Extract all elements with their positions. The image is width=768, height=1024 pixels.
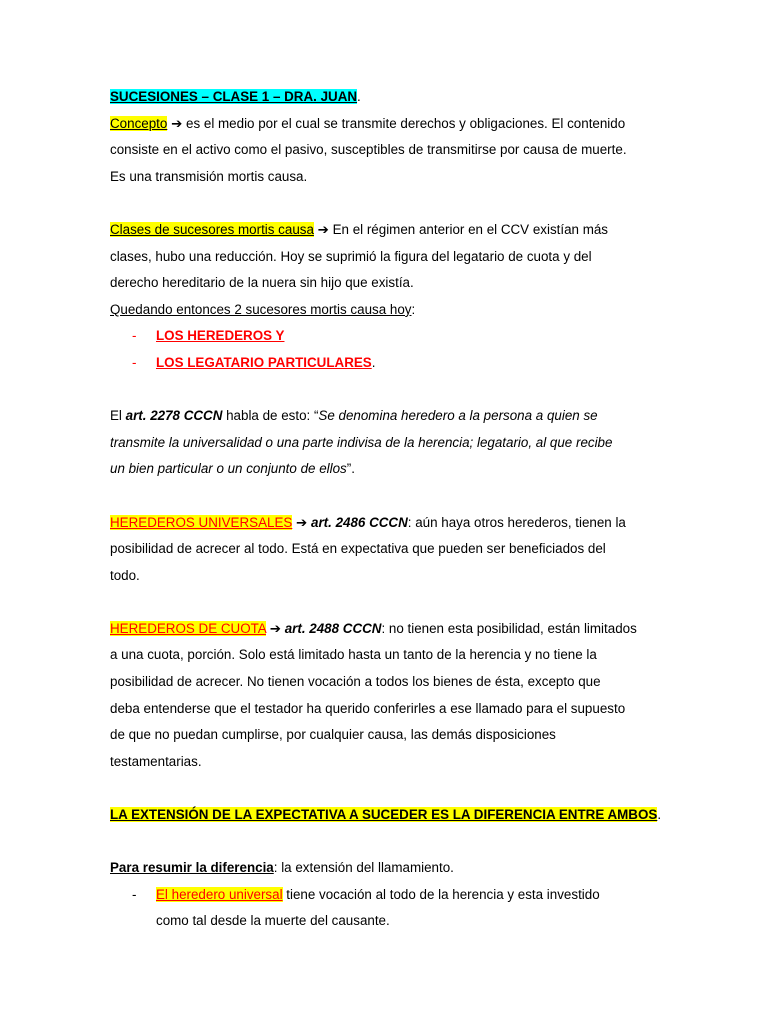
concepto-line-2: consiste en el activo como el pasivo, susceptibles de transmitirse por causa de muerte. — [110, 142, 627, 158]
arrow-right-icon: ➔ — [317, 221, 329, 237]
concepto-label: Concepto — [110, 115, 168, 131]
arrow-right-icon: ➔ — [269, 620, 281, 636]
extension-line: LA EXTENSIÓN DE LA EXPECTATIVA A SUCEDER ES LA DIFERENCIA ENTRE AMBOS. — [110, 807, 662, 823]
cuota-line-1: HEREDEROS DE CUOTA ➔ art. 2488 CCCN: no tienen esta posibilidad, están limitados — [110, 620, 637, 636]
document-title-line: SUCESIONES – CLASE 1 – DRA. JUAN. — [110, 89, 361, 104]
cuota-line-4: deba entenderse que el testador ha querido conferirles a ese llamado para el supuesto — [110, 700, 626, 716]
quedando-line: Quedando entonces 2 sucesores mortis causa hoy: — [110, 301, 416, 317]
cuota-line-6: testamentarias. — [110, 753, 202, 769]
list-item: - LOS LEGATARIO PARTICULARES. — [132, 354, 376, 370]
universales-line-1: HEREDEROS UNIVERSALES ➔ art. 2486 CCCN: aún haya otros herederos, tienen la — [110, 514, 626, 530]
universales-line-2: posibilidad de acrecer al todo. Está en expectativa que pueden ser beneficiados del — [110, 541, 606, 557]
clases-line-1: Clases de sucesores mortis causa ➔ En el régimen anterior en el CCV existían más — [110, 221, 608, 237]
art2278-line-2: transmite la universalidad o una parte indivisa de la herencia; legatario, al que recibe — [110, 434, 613, 450]
list-item-continuation: como tal desde la muerte del causante. — [156, 913, 390, 929]
list-item: - LOS HEREDEROS Y — [132, 328, 285, 344]
document-body — [110, 84, 670, 935]
art2278-line-1: El art. 2278 CCCN habla de esto: “Se denomina heredero a la persona a quien se — [110, 408, 598, 424]
arrow-right-icon: ➔ — [296, 514, 308, 530]
universales-label: HEREDEROS UNIVERSALES — [110, 514, 293, 530]
resumen-line: Para resumir la diferencia: la extensión del llamamiento. — [110, 860, 454, 876]
concepto-line-3: Es una transmisión mortis causa. — [110, 168, 308, 184]
document-title: SUCESIONES – CLASE 1 – DRA. JUAN — [110, 89, 358, 104]
cuota-line-2: a una cuota, porción. Solo está limitado hasta un tanto de la herencia y no tiene la — [110, 647, 597, 663]
resumen-label: Para resumir la diferencia — [110, 860, 274, 876]
clases-label: Clases de sucesores mortis causa — [110, 221, 314, 237]
cuota-line-3: posibilidad de acrecer. No tienen vocación a todos los bienes de ésta, excepto que — [110, 674, 601, 690]
extension-heading: LA EXTENSIÓN DE LA EXPECTATIVA A SUCEDER ES LA DIFERENCIA ENTRE AMBOS — [110, 807, 658, 823]
list-item: - El heredero universal tiene vocación al todo de la herencia y esta investido — [132, 886, 600, 902]
concepto-line-1: Concepto ➔ es el medio por el cual se transmite derechos y obligaciones. El contenido — [110, 115, 626, 131]
cuota-label: HEREDEROS DE CUOTA — [110, 620, 266, 636]
art2278-line-3: un bien particular o un conjunto de ellos”. — [110, 461, 355, 477]
cuota-line-5: de que no puedan cumplirse, por cualquier causa, las demás disposiciones — [110, 727, 556, 743]
universales-line-3: todo. — [110, 567, 140, 583]
arrow-right-icon: ➔ — [171, 115, 183, 131]
clases-line-2: clases, hubo una reducción. Hoy se suprimió la figura del legatario de cuota y del — [110, 248, 592, 264]
clases-line-3: derecho hereditario de la nuera sin hijo que existía. — [110, 275, 414, 291]
